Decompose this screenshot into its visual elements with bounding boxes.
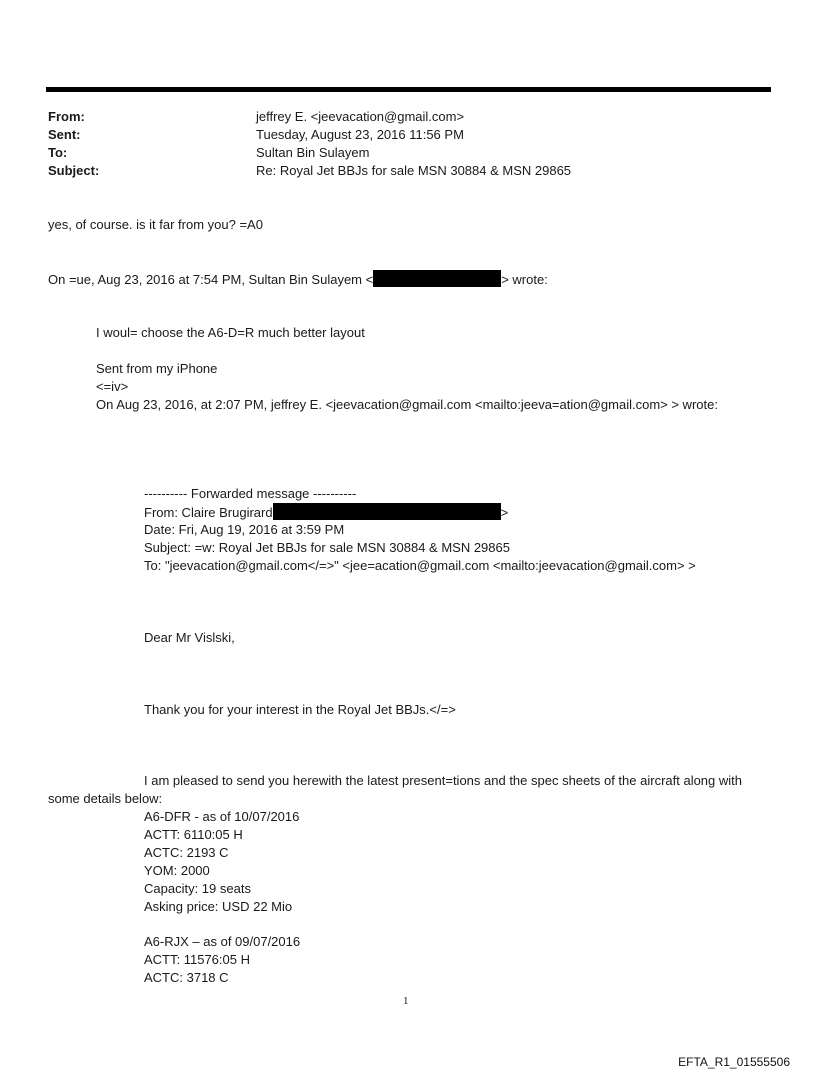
email-header: [48, 108, 571, 180]
pleased-line-1: I am pleased to send you herewith the latest present=tions and the spec sheets of the aircraft along with: [144, 773, 742, 788]
fwd-from-text: From: Claire Brugirard: [144, 505, 273, 520]
aircraft-1-line: ACTC: 2193 C: [144, 845, 229, 860]
aircraft-1-details: [144, 808, 299, 916]
from-row: [48, 108, 571, 126]
aircraft-2-line: A6-RJX – as of 09/07/2016: [144, 934, 301, 949]
header-rule: [46, 87, 771, 92]
thanks-line: Thank you for your interest in the Royal Jet BBJs.</=>: [144, 702, 456, 717]
aircraft-1-line: YOM: 2000: [144, 863, 210, 878]
sent-value: Tuesday, August 23, 2016 11:56 PM: [256, 127, 464, 142]
subject-value: Re: Royal Jet BBJs for sale MSN 30884 & MSN 29865: [256, 163, 572, 178]
to-row: [48, 144, 571, 162]
subject-label: Subject:: [48, 163, 100, 178]
quote1-intro: [48, 270, 548, 289]
sent-from: Sent from my iPhone: [96, 361, 218, 376]
subject-row: [48, 162, 571, 180]
quote2-intro: On Aug 23, 2016, at 2:07 PM, jeffrey E. <jeevacation@gmail.com <mailto:jeeva=ation@gmail.com> > wrote:: [96, 397, 718, 412]
pleased-line-2: some details below:: [48, 791, 163, 806]
redaction-box: [373, 270, 501, 287]
redaction-box: [273, 503, 501, 520]
from-value: jeffrey E. <jeevacation@gmail.com>: [256, 109, 465, 124]
aircraft-1-line: Asking price: USD 22 Mio: [144, 899, 293, 914]
quote1-intro-after: > wrote:: [501, 272, 548, 287]
aircraft-1-line: ACTT: 6110:05 H: [144, 827, 243, 842]
aircraft-1-line: A6-DFR - as of 10/07/2016: [144, 809, 300, 824]
page-number: 1: [403, 995, 409, 1007]
aircraft-2-details: [144, 933, 300, 987]
aircraft-2-line: ACTT: 11576:05 H: [144, 952, 250, 967]
quote1-intro-before: On =ue, Aug 23, 2016 at 7:54 PM, Sultan Bin Sulayem <: [48, 272, 374, 287]
aircraft-1-line: Capacity: 19 seats: [144, 881, 251, 896]
fwd-from-after: >: [500, 505, 509, 520]
sent-label: Sent:: [48, 127, 81, 142]
sent-row: [48, 126, 571, 144]
quote1-text: I woul= choose the A6-D=R much better layout: [96, 325, 365, 340]
fwd-from: [144, 503, 508, 522]
reply-text: yes, of course. is it far from you? =A0: [48, 217, 263, 232]
fwd-subject: Subject: =w: Royal Jet BBJs for sale MSN 30884 & MSN 29865: [144, 540, 510, 555]
bates-number: EFTA_R1_01555506: [678, 1055, 790, 1069]
fwd-date: Date: Fri, Aug 19, 2016 at 3:59 PM: [144, 522, 345, 537]
fwd-to: To: "jeevacation@gmail.com</=>" <jee=acation@gmail.com <mailto:jeevacation@gmail.com> >: [144, 558, 696, 573]
from-label: From:: [48, 109, 85, 124]
forwarded-header: ---------- Forwarded message ----------: [144, 486, 357, 501]
to-value: Sultan Bin Sulayem: [256, 145, 370, 160]
greeting: Dear Mr Vislski,: [144, 630, 235, 645]
div-tag: <=iv>: [96, 379, 129, 394]
to-label: To:: [48, 145, 68, 160]
aircraft-2-line: ACTC: 3718 C: [144, 970, 229, 985]
